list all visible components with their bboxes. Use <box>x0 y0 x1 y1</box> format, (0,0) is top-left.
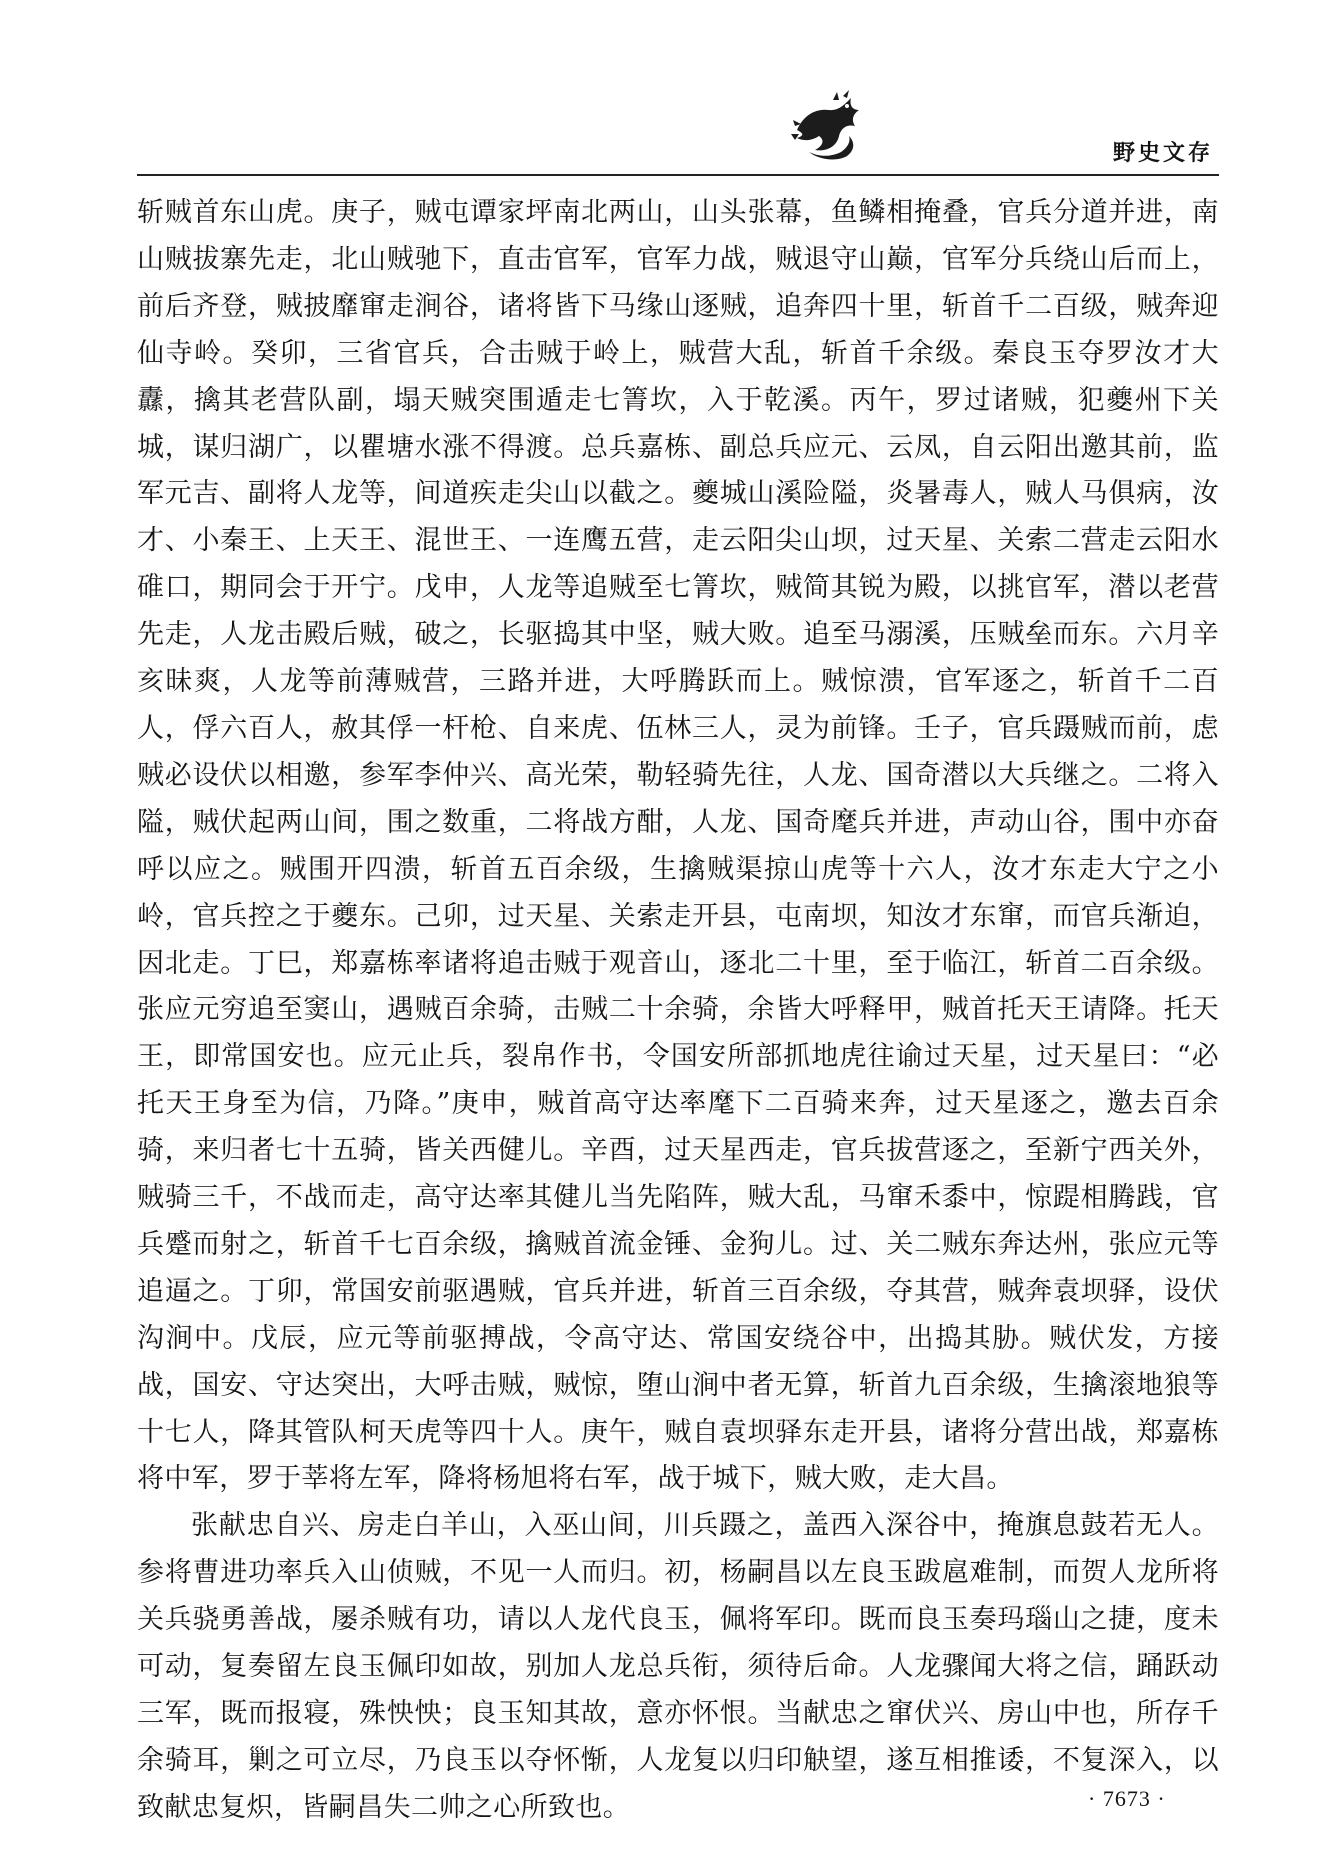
dragon-logo-icon <box>789 90 867 162</box>
series-title: 野史文存 <box>1112 141 1213 166</box>
page-header <box>137 86 1219 176</box>
paragraph: 斩贼首东山虎。庚子，贼屯谭家坪南北两山，山头张幕，鱼鳞相掩叠，官兵分道并进，南山贼拔寨先走，北山贼驰下，直击官军，官军力战，贼退守山巅，官军分兵绕山后而上，前后齐登，贼披靡窜走涧谷，诸将皆下马缘山逐贼，追奔四十里，斩首千二百级，贼奔迎仙寺岭。癸卯，三省官兵，合击贼于岭上，贼营大乱，斩首千余级。秦良玉夺罗汝才大纛，擒其老营队副，塌天贼突围遁走七箐坎，入于乾溪。丙午，罗过诸贼，犯夔州下关城，谋归湖广，以瞿塘水涨不得渡。总兵嘉栋、副总兵应元、云凤，自云阳出邀其前，监军元吉、副将人龙等，间道疾走尖山以截之。夔城山溪险隘，炎暑毒人，贼人马俱病，汝才、小秦王、上天王、混世王、一连鹰五营，走云阳尖山坝，过天星、关索二营走云阳水碓口，期同会于开宁。戊申，人龙等追贼至七箐坎，贼简其锐为殿，以挑官军，潜以老营先走，人龙击殿后贼，破之，长驱捣其中坚，贼大败。追至马溺溪，压贼垒而东。六月辛亥昧爽，人龙等前薄贼营，三路并进，大呼腾跃而上。贼惊溃，官军逐之，斩首千二百人，俘六百人，赦其俘一杆枪、自来虎、伍林三人，灵为前锋。壬子，官兵蹑贼而前，虑贼必设伏以相邀，参军李仲兴、高光荣，勒轻骑先往，人龙、国奇潜以大兵继之。二将入隘，贼伏起两山间，围之数重，二将战方酣，人龙、国奇麾兵并进，声动山谷，围中亦奋呼以应之。贼围开四溃，斩首五百余级，生擒贼渠掠山虎等十六人，汝才东走大宁之小岭，官兵控之于夔东。己卯，过天星、关索走开县，屯南坝，知汝才东窜，而官兵渐迫，因北走。丁巳，郑嘉栋率诸将追击贼于观音山，逐北二十里，至于临江，斩首二百余级。张应元穷追至窦山，遇贼百余骑，击贼二十余骑，余皆大呼释甲，贼首托天王请降。托天王，即常国安也。应元止兵，裂帛作书，令国安所部抓地虎往谕过天星，过天星曰：“必托天王身至为信，乃降。”庚申，贼首高守达率麾下二百骑来奔，过天星逐之，邀去百余骑，来归者七十五骑，皆关西健儿。辛酉，过天星西走，官兵拔营逐之，至新宁西关外，贼骑三千，不战而走，高守达率其健儿当先陷阵，贼大乱，马窜禾黍中，惊踶相腾践，官兵蹙而射之，斩首千七百余级，擒贼首流金锤、金狗儿。过、关二贼东奔达州，张应元等追逼之。丁卯，常国安前驱遇贼，官兵并进，斩首三百余级，夺其营，贼奔袁坝驿，设伏沟涧中。戊辰，应元等前驱搏战，令高守达、常国安绕谷中，出捣其胁。贼伏发，方接战，国安、守达突出，大呼击贼，贼惊，堕山涧中者无算，斩首九百余级，生擒滚地狼等十七人，降其管队柯天虎等四十人。庚午，贼自袁坝驿东走开县，诸将分营出战，郑嘉栋将中军，罗于莘将左军，降将杨旭将右军，战于城下，贼大败，走大昌。 <box>137 197 1219 1495</box>
paragraph: 张献忠自兴、房走白羊山，入巫山间，川兵蹑之，盖西入深谷中，掩旗息鼓若无人。参将曹进功率兵入山侦贼，不见一人而归。初，杨嗣昌以左良玉跋扈难制，而贺人龙所将关兵骁勇善战，屡杀贼有功，请以人龙代良玉，佩将军印。既而良玉奏玛瑙山之捷，度未可动，复奏留左良玉佩印如故，别加人龙总兵衔，须待后命。人龙骤闻大将之信，踊跃动三军，既而报寝，殊怏怏；良玉知其故，意亦怀恨。当献忠之窜伏兴、房山中也，所存千余骑耳，剿之可立尽，乃良玉以夺怀惭，人龙复以归印觖望，遂互相推诿，不复深入，以致献忠复炽，皆嗣昌失二帅之心所致也。 <box>137 1510 1219 1823</box>
body-text <box>137 190 1219 1832</box>
page-number: · 7673 · <box>1088 1786 1166 1811</box>
header-rule <box>137 174 1219 176</box>
